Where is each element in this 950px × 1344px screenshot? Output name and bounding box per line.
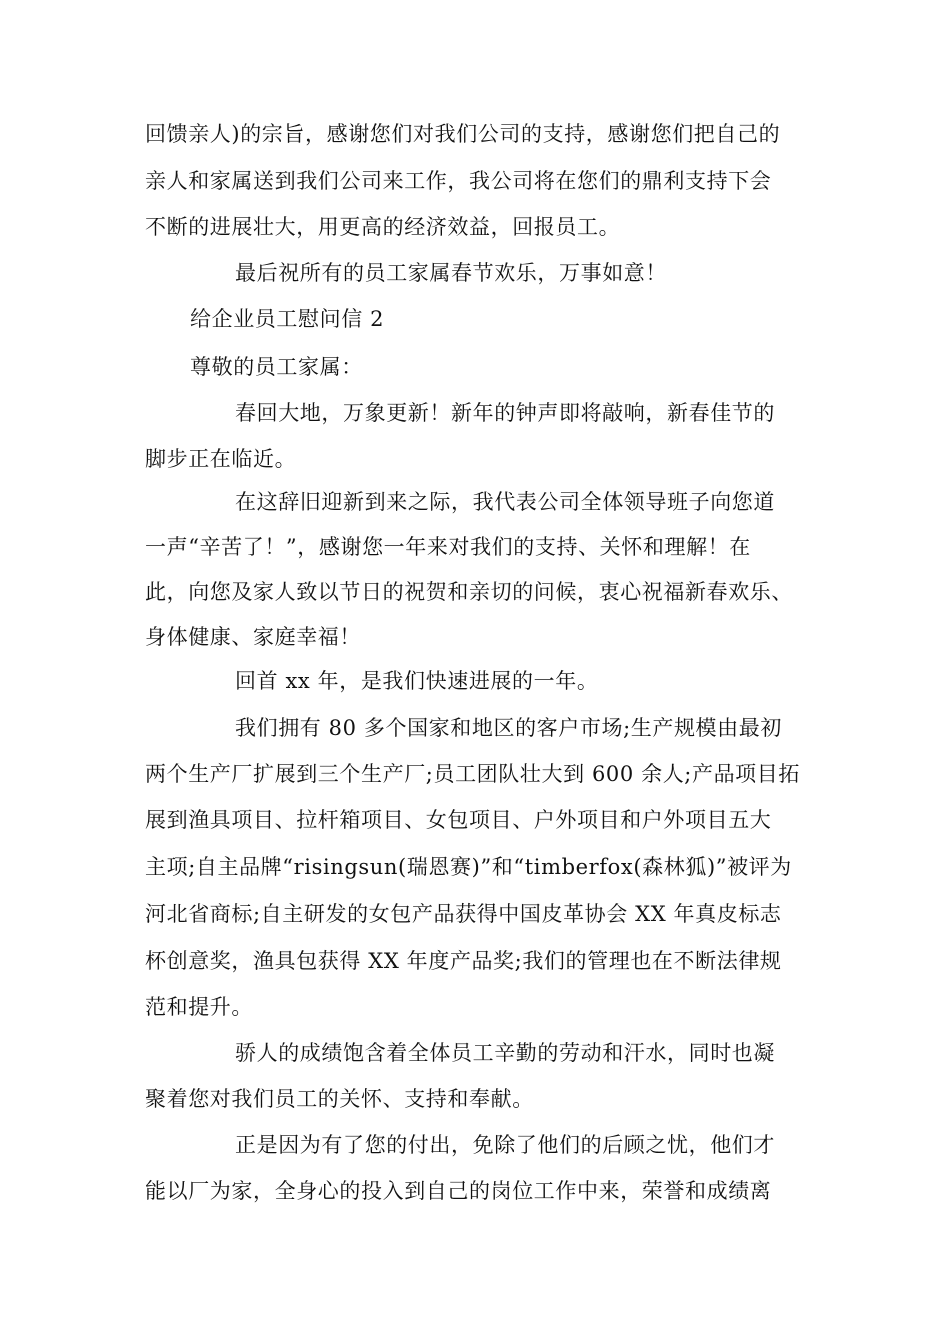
body-text-line: 聚着您对我们员工的关怀、支持和奉献。 bbox=[145, 1087, 534, 1111]
body-text-line: 此，向您及家人致以节日的祝贺和亲切的问候，衷心祝福新春欢乐、 bbox=[145, 580, 793, 604]
body-text-line: 在这辞旧迎新到来之际，我代表公司全体领导班子向您道 bbox=[235, 490, 775, 514]
body-text-line: 一声“辛苦了！”，感谢您一年来对我们的支持、关怀和理解！在 bbox=[145, 535, 751, 559]
body-text-line: 两个生产厂扩展到三个生产厂;员工团队壮大到 600 余人;产品项目拓 bbox=[145, 762, 800, 786]
body-text-line: 亲人和家属送到我们公司来工作，我公司将在您们的鼎利支持下会 bbox=[145, 169, 772, 193]
body-text-line: 主项;自主品牌“risingsun(瑞恩赛)”和“timberfox(森林狐)”被评为 bbox=[145, 855, 792, 879]
closing-wish-line: 最后祝所有的员工家属春节欢乐，万事如意！ bbox=[235, 261, 667, 285]
body-text-line: 身体健康、家庭幸福！ bbox=[145, 625, 361, 649]
body-text-line: 脚步正在临近。 bbox=[145, 447, 297, 471]
body-text-line: 河北省商标;自主研发的女包产品获得中国皮革协会 XX 年真皮标志 bbox=[145, 902, 782, 926]
body-text-line: 回馈亲人)的宗旨，感谢您们对我们公司的支持，感谢您们把自己的 bbox=[145, 122, 781, 146]
body-text-line: 春回大地，万象更新！新年的钟声即将敲响，新春佳节的 bbox=[235, 401, 775, 425]
letter-title: 给企业员工慰问信 2 bbox=[190, 307, 385, 331]
body-text-line: 展到渔具项目、拉杆箱项目、女包项目、户外项目和户外项目五大 bbox=[145, 808, 772, 832]
body-text-line: 回首 xx 年，是我们快速进展的一年。 bbox=[235, 669, 599, 693]
body-text-line: 不断的进展壮大，用更高的经济效益，回报员工。 bbox=[145, 215, 621, 239]
body-text-line: 能以厂为家，全身心的投入到自己的岗位工作中来，荣誉和成绩离 bbox=[145, 1179, 772, 1203]
body-text-line: 杯创意奖，渔具包获得 XX 年度产品奖;我们的管理也在不断法律规 bbox=[145, 949, 782, 973]
body-text-line: 正是因为有了您的付出，免除了他们的后顾之忧，他们才 bbox=[235, 1133, 775, 1157]
salutation: 尊敬的员工家属： bbox=[190, 355, 363, 379]
body-text-line: 范和提升。 bbox=[145, 995, 253, 1019]
body-text-line: 骄人的成绩饱含着全体员工辛勤的劳动和汗水，同时也凝 bbox=[235, 1041, 775, 1065]
body-text-line: 我们拥有 80 多个国家和地区的客户市场;生产规模由最初 bbox=[235, 716, 782, 740]
